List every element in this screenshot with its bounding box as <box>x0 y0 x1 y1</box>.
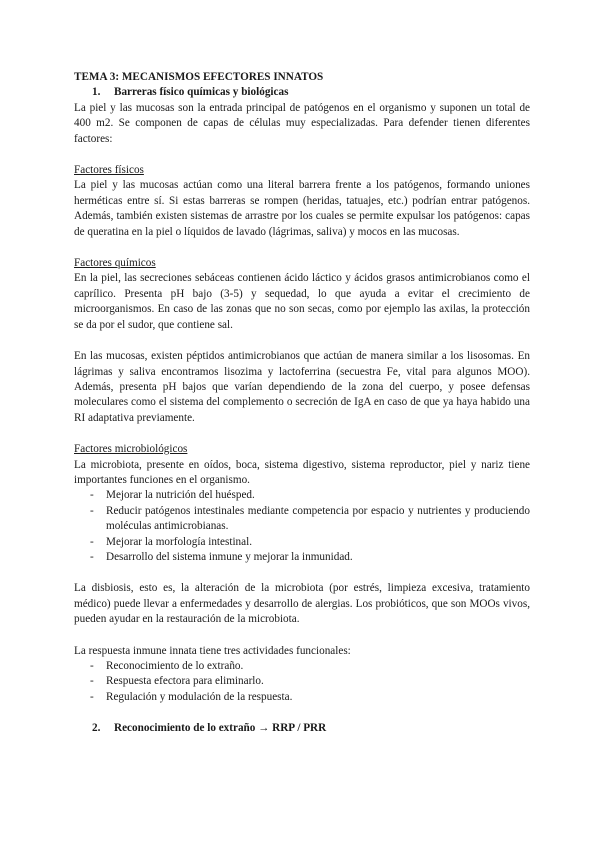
factores-quimicos-paragraph-1: En la piel, las secreciones sebáceas contienen ácido láctico y ácidos grasos antimicrobianos como el caprílico. Presenta pH bajo (3-5) y sequedad, lo que ayuda a evitar el crecimiento de microorganismos. En caso de las zonas que no son secas, como por ejemplo las axilas, la protección se da por el sudor, que contiene sal. <box>74 272 530 331</box>
respuesta-paragraph: La respuesta inmune innata tiene tres actividades funcionales: <box>74 644 351 657</box>
list-item: - Regulación y modulación de la respuesta. <box>90 690 293 703</box>
section-1-heading <box>74 85 530 100</box>
microbiota-functions-list <box>74 488 530 565</box>
list-item: - Reconocimiento de lo extraño. <box>90 660 244 672</box>
section-2-label: Reconocimiento de lo extraño → RRP / PRR <box>114 722 327 735</box>
list-item: - Mejorar la nutrición del huésped. <box>90 489 255 502</box>
factores-microbiologicos-heading: Factores microbiológicos <box>74 443 188 456</box>
factores-quimicos-paragraph-2: En las mucosas, existen péptidos antimicrobianos que actúan de manera similar a los lisosomas. En lágrimas y saliva encontramos lisozima y lactoferrina (secuestra Fe, vital para algunos MOO). Además, presenta pH bajos que varían dependiendo de la zona del cuerpo, y posee defensas moleculares como el sistema del complemento o secreción de IgA en caso de que ya haya habido una RI adaptativa previamente. <box>74 350 530 424</box>
document-page <box>74 70 530 737</box>
list-item: - Respuesta efectora para eliminarlo. <box>90 675 264 688</box>
list-item: - Desarrollo del sistema inmune y mejorar la inmunidad. <box>90 550 353 563</box>
list-item: - Mejorar la morfología intestinal. <box>90 535 253 548</box>
list-item: - Reducir patógenos intestinales mediante competencia por espacio y nutrientes y produciendo moléculas antimicrobianas. <box>90 504 530 533</box>
factores-fisicos-heading: Factores físicos <box>74 164 144 177</box>
factores-fisicos-paragraph: La piel y las mucosas actúan como una literal barrera frente a los patógenos, formando uniones herméticas entre sí. Si estas barreras se rompen (heridas, tatuajes, etc.) podrían entrar patógenos. Además, también existen sistemas de arrastre por los cuales se permite expulsar los patógenos: capas de queratina en la piel o líquidos de lavado (lágrimas, saliva) y mocos en las mucosas. <box>74 179 530 238</box>
factores-quimicos-heading: Factores químicos <box>74 257 156 270</box>
respuesta-activities-list <box>74 659 530 705</box>
section-1-number: 1. <box>92 86 101 99</box>
section-2-number: 2. <box>92 722 101 735</box>
document-title: TEMA 3: MECANISMOS EFECTORES INNATOS <box>74 71 324 83</box>
section-1-label: Barreras físico químicas y biológicas <box>114 86 289 99</box>
intro-paragraph: La piel y las mucosas son la entrada principal de patógenos en el organismo y suponen un total de 400 m2. Se componen de capas de células muy especializadas. Para defender tienen diferentes factores: <box>74 101 530 145</box>
section-2-heading <box>74 721 530 736</box>
disbiosis-paragraph: La disbiosis, esto es, la alteración de la microbiota (por estrés, limpieza excesiva, tratamiento médico) puede llevar a enfermedades y desarrollo de alergias. Los probióticos, que son MOOs vivos, pueden ayudar en la restauración de la microbiota. <box>74 582 530 626</box>
factores-microbiologicos-paragraph: La microbiota, presente en oídos, boca, sistema digestivo, sistema reproductor, piel y nariz tiene importantes funciones en el organismo. <box>74 458 530 486</box>
